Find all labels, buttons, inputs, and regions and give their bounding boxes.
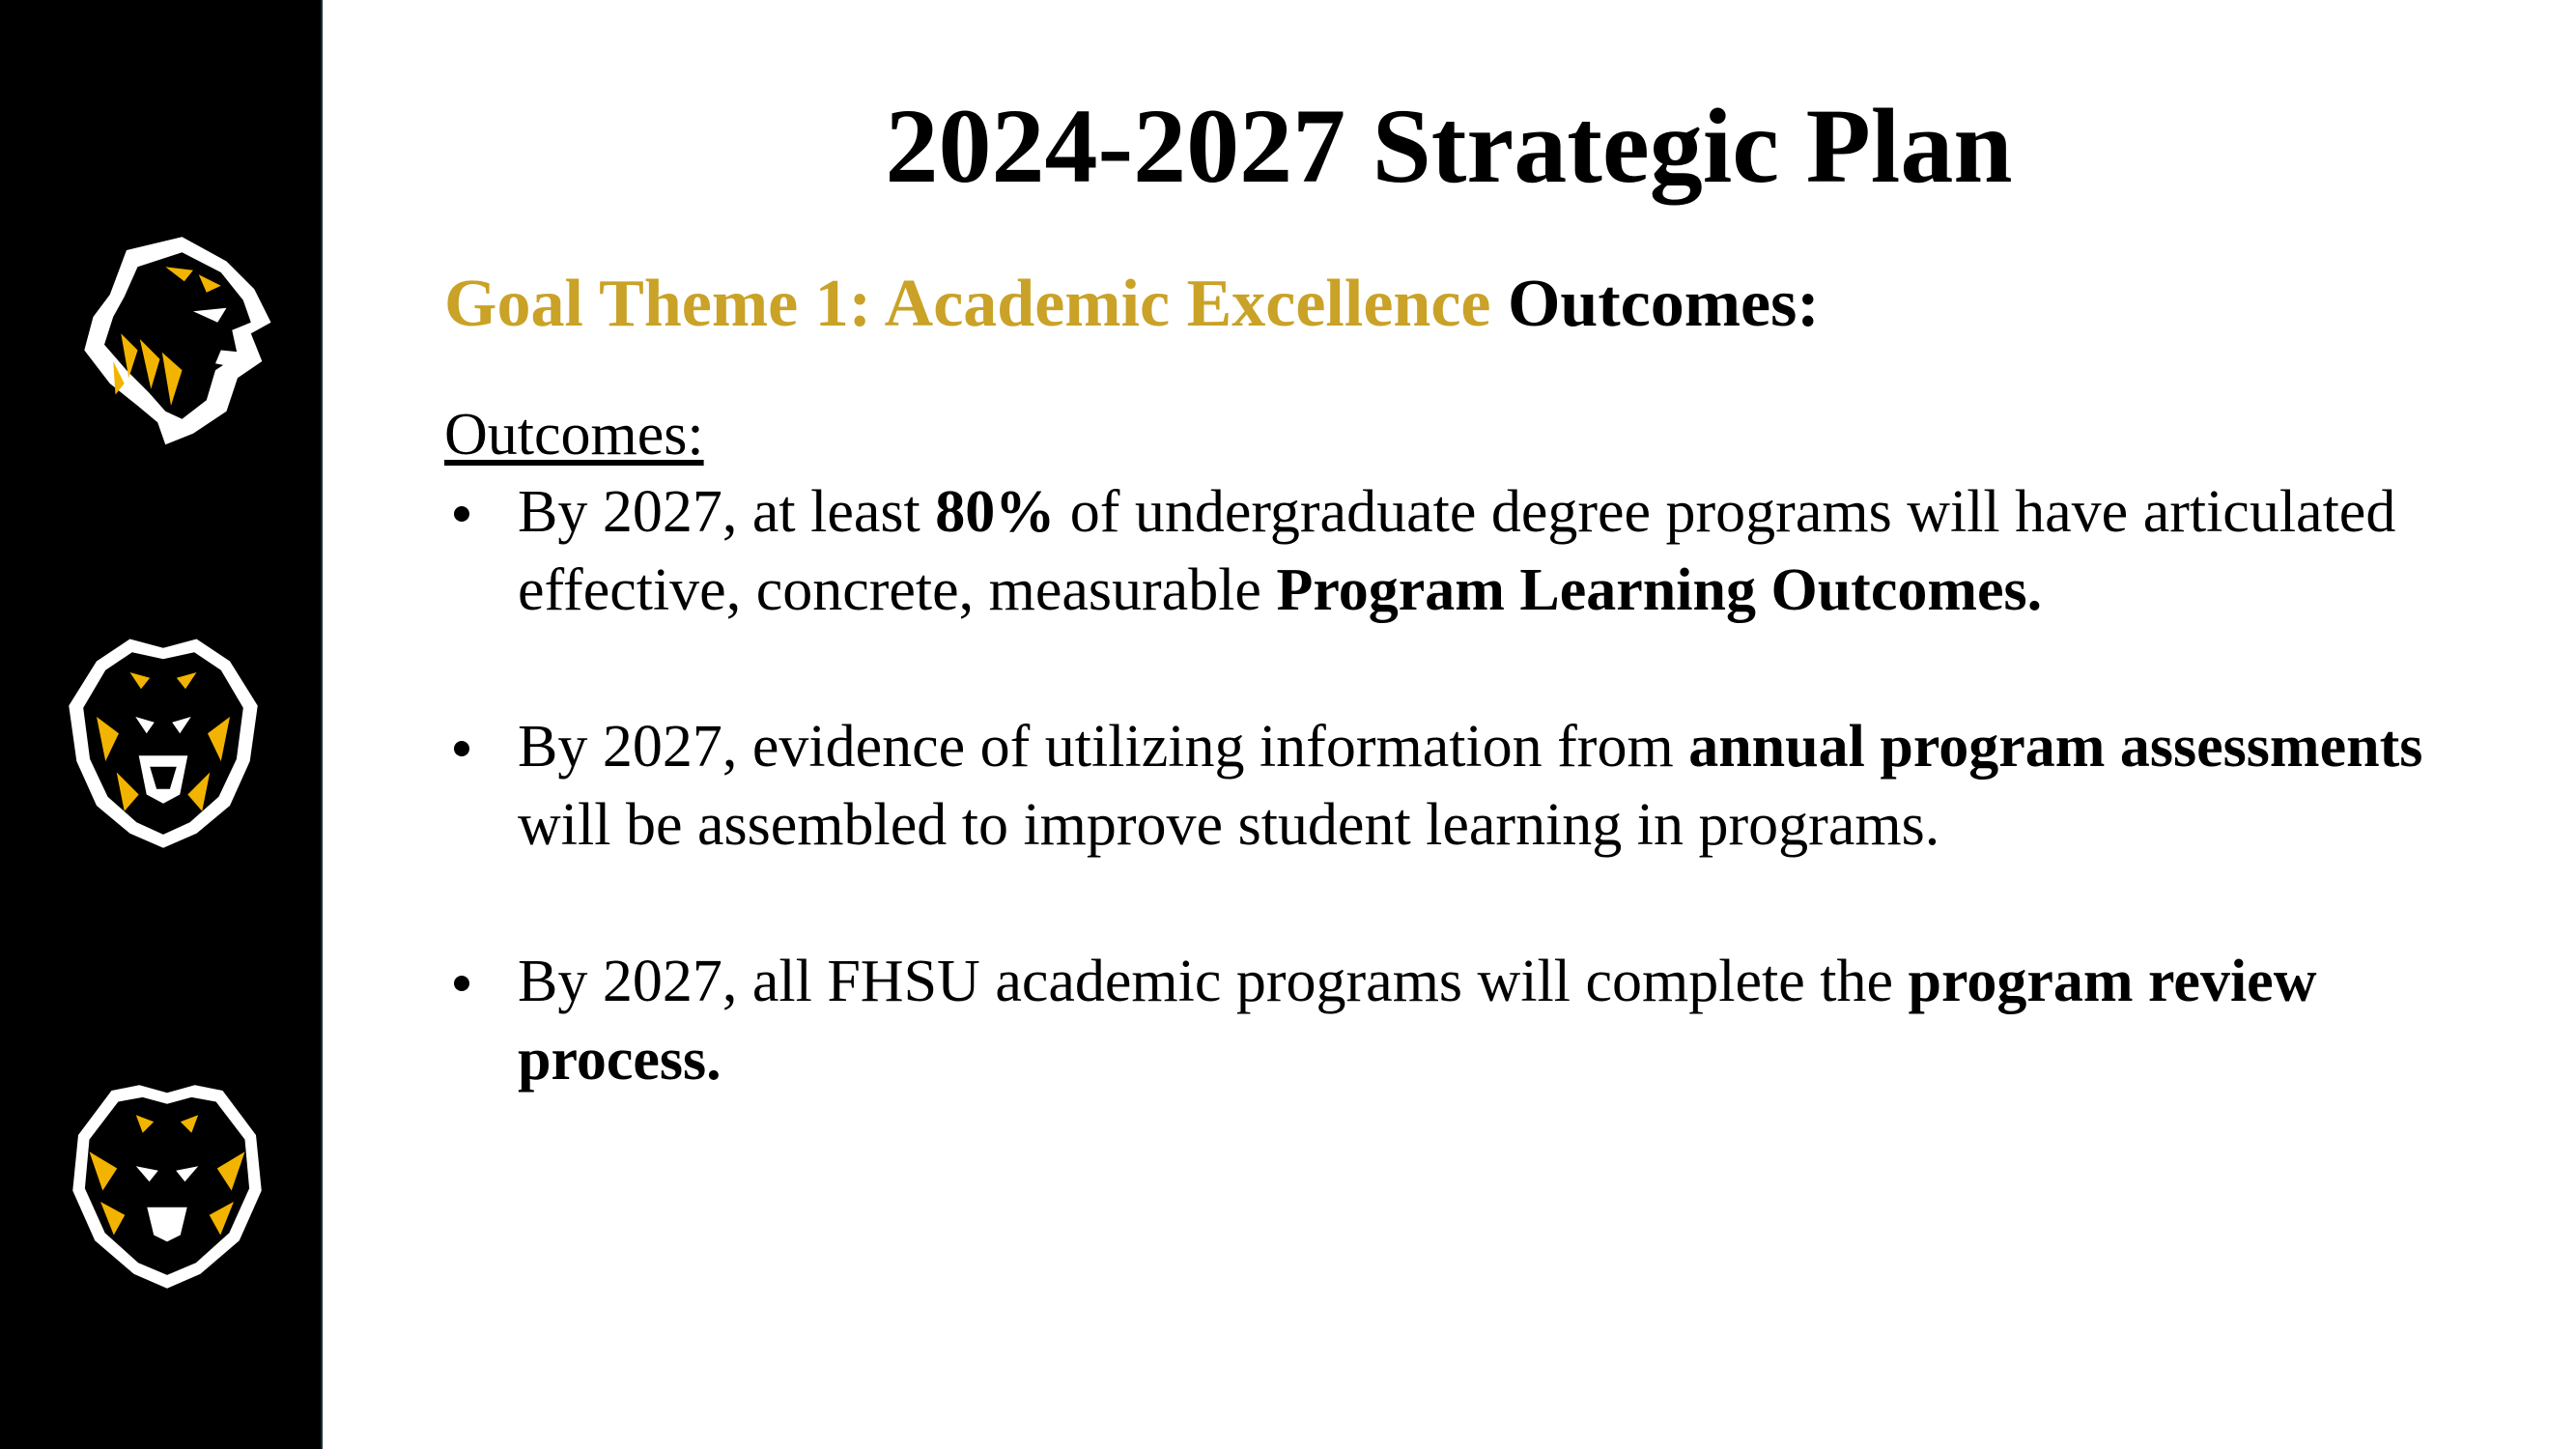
outcome-text: By 2027, evidence of utilizing information from [518, 714, 1689, 780]
outcome-text: will be assembled to improve student learning in programs. [518, 792, 1940, 858]
outcome-emphasis: Program Learning Outcomes. [1276, 557, 2043, 623]
tiger-face-logo-icon [56, 1068, 278, 1291]
outcome-emphasis: program review process. [518, 949, 2317, 1093]
outcome-bullet-2 [444, 708, 2473, 865]
slide-title: 2024-2027 Strategic Plan [885, 87, 2013, 205]
tiger-face-roaring-logo-icon [52, 628, 274, 850]
outcome-text: By 2027, all FHSU academic programs will complete the [518, 949, 1909, 1014]
bullet-dot-icon [454, 506, 469, 522]
bullet-dot-icon [454, 741, 469, 756]
outcome-text: of undergraduate degree programs will have articulated effective, concrete, measurable [518, 479, 2396, 623]
outcome-text: By 2027, at least [518, 479, 936, 545]
outcome-bullet-1 [444, 473, 2473, 630]
outcome-emphasis: annual program assessments [1688, 714, 2423, 780]
goal-outcomes-label: Outcomes: [1490, 267, 1820, 341]
sidebar [0, 0, 323, 1449]
outcomes-list [444, 473, 2473, 1099]
outcomes-heading: Outcomes: [444, 402, 704, 468]
tiger-profile-logo-icon [60, 228, 282, 450]
goal-theme-label: Goal Theme 1: Academic Excellence [444, 267, 1491, 341]
goal-theme-subtitle [444, 261, 1820, 348]
outcome-bullet-3 [444, 943, 2473, 1099]
bullet-dot-icon [454, 976, 469, 991]
outcome-emphasis: 80% [935, 479, 1056, 545]
